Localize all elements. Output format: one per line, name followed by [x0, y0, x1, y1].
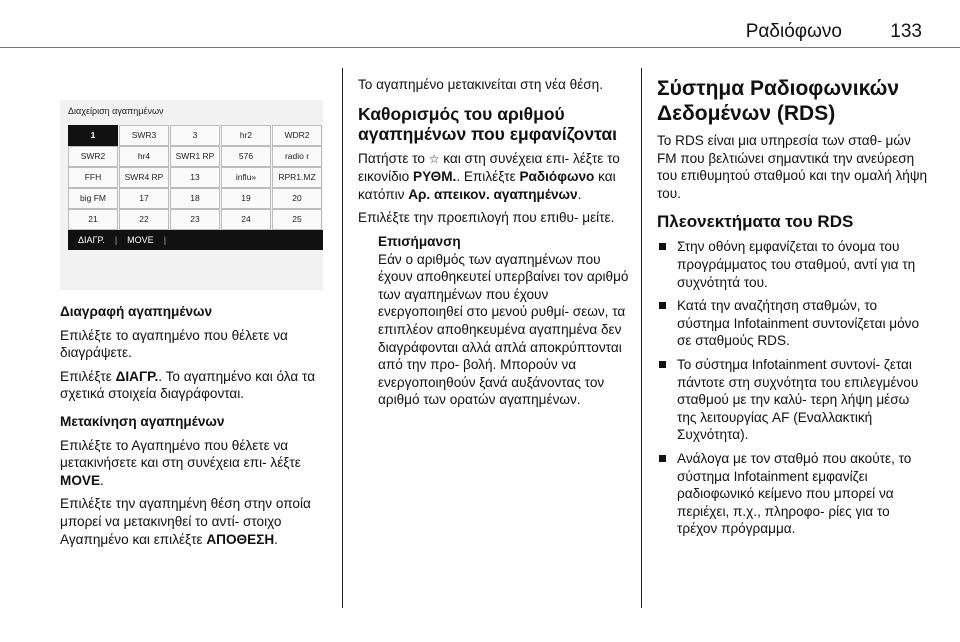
favourite-cell: radio r — [272, 146, 322, 167]
favourites-screen-image — [60, 100, 323, 290]
count-heading: Καθορισμός του αριθμού αγαπημένων που εμφανίζονται — [358, 103, 618, 144]
delete-softkey: ΔΙΑΓΡ. — [78, 235, 105, 245]
favourite-cell: hr4 — [119, 146, 169, 167]
grid-row — [68, 125, 323, 146]
favourite-cell: SWR2 — [68, 146, 118, 167]
favourite-cell: 22 — [119, 209, 169, 230]
count-paragraph-1: Πατήστε το ☆ και στη συνέχεια επι- λέξτε το εικονίδιο ΡΥΘΜ.. Επιλέξτε Ραδιόφωνο και κατόπιν Αρ. απεικον. αγαπημένων. — [358, 150, 620, 202]
favourite-cell: SWR1 RP — [170, 146, 220, 167]
move-paragraph-2: Επιλέξτε την αγαπημένη θέση στην οποία μπορεί να μετακινηθεί το αντί- στοιχο Αγαπημένο και επιλέξτε ΑΠΟΘΕΣΗ. — [60, 496, 311, 547]
rds-heading: Σύστημα Ραδιοφωνικών Δεδομένων (RDS) — [657, 77, 900, 125]
list-item: Ανάλογα με τον σταθμό που ακούτε, το σύστημα Infotainment εμφανίζει ραδιοφωνικό κείμενο που μπορεί να περιέχει, π.χ., πληροφο- ρίες για το τρέχον πρόγραμμα. — [657, 450, 929, 538]
star-icon: ☆ — [428, 151, 440, 166]
rds-intro: Το RDS είναι μια υπηρεσία των σταθ- μών FM που βελτιώνει σημαντικά την ανεύρεση του επιθυμητού σταθμού και την ομαλή λήψη του. — [657, 133, 928, 201]
note-text: Εάν ο αριθμός των αγαπημένων που έχουν αποθηκευτεί υπερβαίνει τον αριθμό των αγαπημένων που έχουν ενεργοποιηθεί στο μενού ρυθμί- σεων, τα επιπλέον αποθηκευμένα αγαπημένα δεν διαγράφονται αλλά απλά αποκρύπτονται από την προ- βολή. Μπορούν να ενεργοποιηθούν ξανά αυξάνοντας τον αριθμό των ορατών αγαπημένων. — [378, 251, 629, 408]
move-paragraph-1: Επιλέξτε το Αγαπημένο που θέλετε να μετακινήσετε και στη συνέχεια επι- λέξτε MOVE. — [60, 437, 301, 488]
move-softkey: MOVE — [127, 235, 154, 245]
grid-row — [68, 167, 323, 188]
grid-row — [68, 209, 323, 230]
favourite-cell: 17 — [119, 188, 169, 209]
favourite-cell: 19 — [221, 188, 271, 209]
favourite-cell: 20 — [272, 188, 322, 209]
favourite-cell: hr2 — [221, 125, 271, 146]
screen-footer-bar — [68, 230, 323, 250]
column-1 — [60, 303, 330, 554]
softkey-separator: | — [163, 235, 167, 245]
favourite-cell: SWR4 RP — [119, 167, 169, 188]
favourite-cell: WDR2 — [272, 125, 322, 146]
favourite-cell: 13 — [170, 167, 220, 188]
grid-row — [68, 146, 323, 167]
favourite-cell: 25 — [272, 209, 322, 230]
page-header — [0, 0, 960, 50]
move-heading: Μετακίνηση αγαπημένων — [60, 413, 225, 429]
favourite-cell: 24 — [221, 209, 271, 230]
column-divider-2 — [641, 68, 642, 608]
page-title: Ραδιόφωνο — [745, 21, 842, 42]
delete-heading: Διαγραφή αγαπημένων — [60, 304, 213, 319]
favourite-cell: SWR3 — [119, 125, 169, 146]
screen-title: Διαχείριση αγαπημένων — [68, 106, 164, 116]
column-3 — [657, 76, 929, 544]
list-item: Στην οθόνη εμφανίζεται το όνομα του προγράμματος του σταθμού, αντί για τη συχνότητά του. — [657, 238, 929, 291]
favourite-cell: influ» — [221, 167, 271, 188]
page-number: 133 — [890, 21, 922, 42]
note-title: Επισήμανση — [378, 233, 461, 249]
delete-paragraph-1: Επιλέξτε το αγαπημένο που θέλετε να διαγράψετε. — [60, 327, 288, 361]
favourite-cell: 21 — [68, 209, 118, 230]
favourites-grid — [68, 125, 323, 230]
header-rule — [0, 47, 960, 48]
list-item: Το σύστημα Infotainment συντονί- ζεται πάντοτε στη συχνότητα του επιλεγμένου σταθμού με την καλύ- τερη λήψη μέσω της λειτουργίας AF (Εναλλακτική Συχνότητα). — [657, 356, 929, 444]
favourite-cell: big FM — [68, 188, 118, 209]
favourite-cell: 1 — [68, 125, 118, 146]
count-paragraph-2: Επιλέξτε την προεπιλογή που επιθυ- μείτε. — [358, 210, 615, 226]
column-divider-1 — [342, 68, 343, 608]
move-result-paragraph: Το αγαπημένο μετακινείται στη νέα θέση. — [358, 77, 604, 92]
favourite-cell: RPR1.MZ — [272, 167, 322, 188]
softkey-separator: | — [114, 235, 118, 245]
favourite-cell: 18 — [170, 188, 220, 209]
favourite-cell: 23 — [170, 209, 220, 230]
delete-paragraph-2: Επιλέξτε ΔΙΑΓΡ.. Το αγαπημένο και όλα τα σχετικά στοιχεία διαγράφονται. — [60, 368, 316, 402]
rds-advantages-heading: Πλεονεκτήματα του RDS — [657, 212, 854, 232]
rds-advantages-list — [657, 238, 929, 538]
column-2 — [358, 76, 630, 409]
favourite-cell: FFH — [68, 167, 118, 188]
favourite-cell: 576 — [221, 146, 271, 167]
grid-row — [68, 188, 323, 209]
note-box — [358, 233, 630, 409]
favourite-cell: 3 — [170, 125, 220, 146]
list-item: Κατά την αναζήτηση σταθμών, το σύστημα Infotainment συντονίζεται μόνο σε σταθμούς RDS. — [657, 297, 929, 350]
